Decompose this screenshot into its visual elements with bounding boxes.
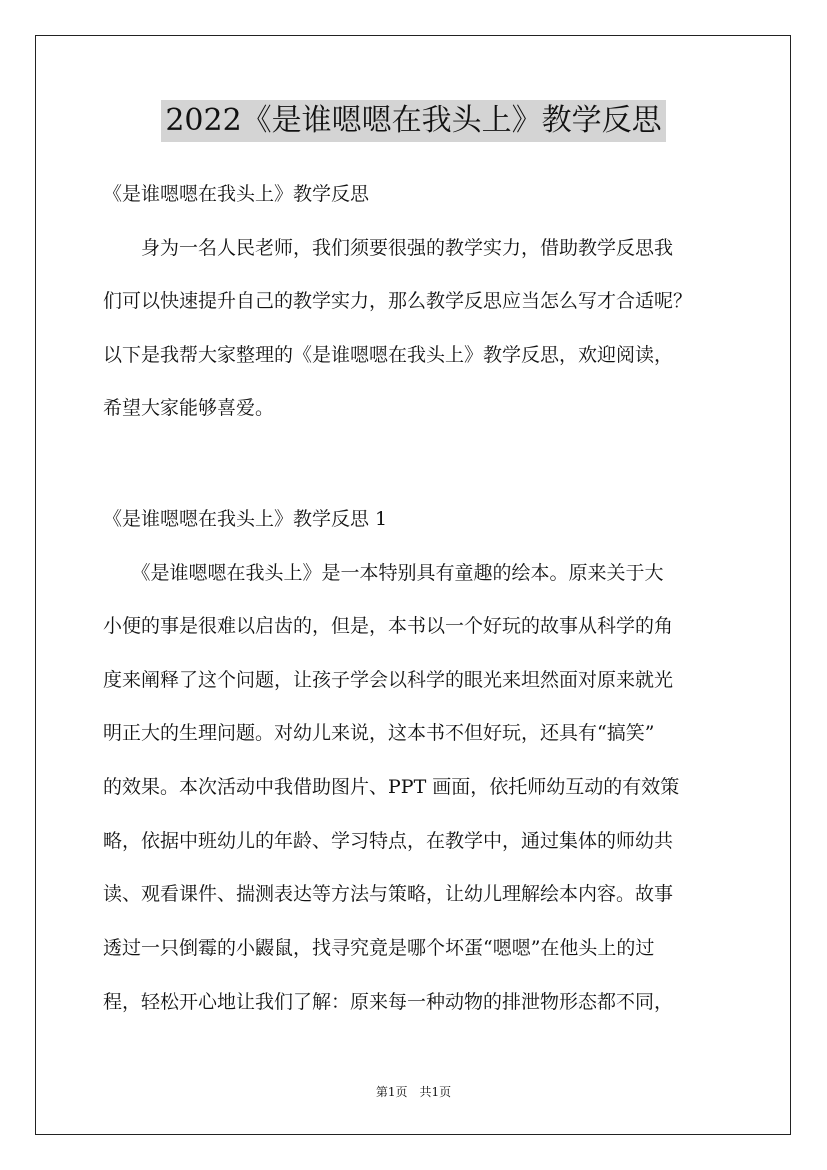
- document-title: 2022《是谁嗯嗯在我头上》教学反思: [161, 100, 665, 142]
- title-container: [0, 100, 827, 142]
- intro-line: 以下是我帮大家整理的《是谁嗯嗯在我头上》教学反思，欢迎阅读，: [103, 344, 674, 366]
- section-line: 略，依据中班幼儿的年龄、学习特点，在教学中，通过集体的师幼共: [103, 830, 674, 852]
- section-line: 小便的事是很难以启齿的，但是，本书以一个好玩的故事从科学的角: [103, 615, 674, 637]
- section-line: 透过一只倒霉的小鼹鼠，找寻究竟是哪个坏蛋“嗯嗯”在他头上的过: [103, 937, 655, 959]
- section-heading: 《是谁嗯嗯在我头上》教学反思 1: [103, 508, 388, 530]
- section-line: 《是谁嗯嗯在我头上》是一本特别具有童趣的绘本。原来关于大: [103, 562, 664, 584]
- intro-line: 身为一名人民老师，我们须要很强的教学实力，借助教学反思我: [103, 237, 674, 259]
- section-line: 明正大的生理问题。对幼儿来说，这本书不但好玩，还具有“搞笑”: [103, 722, 655, 744]
- page-footer: 第1页 共1页: [375, 1085, 452, 1099]
- intro-line: 们可以快速提升自己的教学实力，那么教学反思应当怎么写才合适呢？: [103, 290, 693, 312]
- document-subtitle: 《是谁嗯嗯在我头上》教学反思: [103, 183, 370, 205]
- section-line: 的效果。本次活动中我借助图片、PPT 画面，依托师幼互动的有效策: [103, 776, 680, 798]
- section-line: 程，轻松开心地让我们了解：原来每一种动物的排泄物形态都不同，: [103, 991, 674, 1013]
- intro-line: 希望大家能够喜爱。: [103, 397, 275, 419]
- section-line: 度来阐释了这个问题，让孩子学会以科学的眼光来坦然面对原来就光: [103, 669, 674, 691]
- section-line: 读、观看课件、揣测表达等方法与策略，让幼儿理解绘本内容。故事: [103, 883, 674, 905]
